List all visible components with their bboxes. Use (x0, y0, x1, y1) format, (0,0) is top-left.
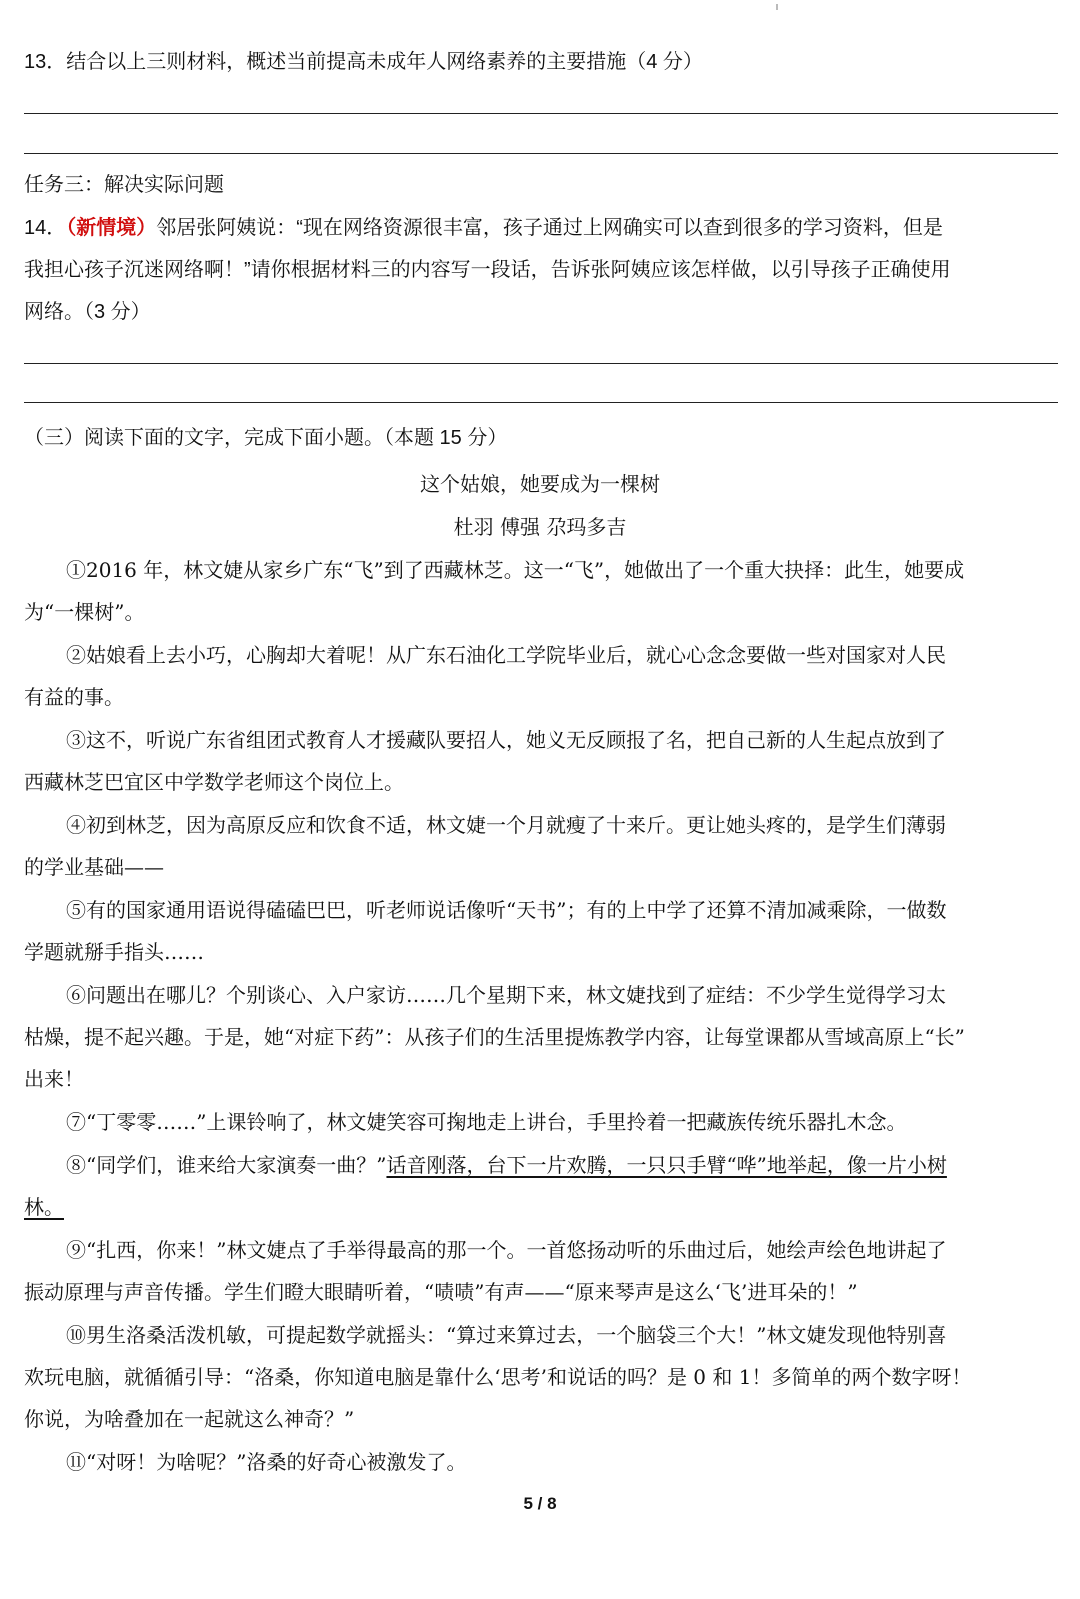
paragraph-8-underlined: 话音刚落，台下一片欢腾，一只只手臂“哗”地举起，像一片小树 (386, 1153, 947, 1177)
paragraph-1-line-2: 为“一棵树”。 (24, 600, 145, 624)
paragraph-8-plain: ⑧“同学们，谁来给大家演奏一曲？” (66, 1153, 387, 1177)
answer-line (24, 153, 1058, 154)
task-3-title: 任务三：解决实际问题 (24, 174, 224, 196)
paragraph-4-line-2: 的学业基础—— (24, 855, 164, 879)
paragraph-10-line-3: 你说，为啥叠加在一起就这么神奇？” (24, 1407, 355, 1431)
paragraph-6-line-3: 出来！ (24, 1067, 84, 1091)
paragraph-3-line-1: ③这不，听说广东省组团式教育人才援藏队要招人，她义无反顾报了名，把自己新的人生起点放到了 (66, 728, 946, 752)
scan-mark (776, 4, 778, 10)
page-number: 5 / 8 (523, 1494, 557, 1513)
paragraph-7-line-1: ⑦“丁零零……”上课铃响了，林文婕笑容可掬地走上讲台，手里拎着一把藏族传统乐器扎木念。 (66, 1110, 907, 1134)
paragraph-10-line-2: 欢玩电脑，就循循引导：“洛桑，你知道电脑是靠什么‘思考’和说话的吗？是 0 和 1！多简单的两个数字呀！ (24, 1365, 972, 1389)
paragraph-8-line-2: 林。 (24, 1195, 64, 1219)
new-scenario-tag: （新情境） (66, 217, 157, 239)
paragraph-2-line-1: ②姑娘看上去小巧，心胸却大着呢！从广东石油化工学院毕业后，就心心念念要做一些对国家对人民 (66, 643, 946, 667)
article-authors: 杜羽 傅强 尕玛多吉 (453, 515, 627, 539)
answer-line (24, 402, 1058, 403)
answer-line (24, 113, 1058, 114)
paragraph-4-line-1: ④初到林芝，因为高原反应和饮食不适，林文婕一个月就瘦了十来斤。更让她头疼的，是学生们薄弱 (66, 813, 946, 837)
paragraph-5-line-1: ⑤有的国家通用语说得磕磕巴巴，听老师说话像听“天书”；有的上中学了还算不清加减乘除，一做数 (66, 898, 947, 922)
paragraph-9-line-1: ⑨“扎西，你来！”林文婕点了手举得最高的那一个。一首悠扬动听的乐曲过后，她绘声绘色地讲起了 (66, 1238, 947, 1262)
article-title: 这个姑娘，她要成为一棵树 (420, 472, 660, 496)
question-14-line-1 (24, 214, 943, 242)
paragraph-6-line-1: ⑥问题出在哪儿？个别谈心、入户家访……几个星期下来，林文婕找到了症结：不少学生觉得学习太 (66, 983, 946, 1007)
question-text: 邻居张阿姨说：“现在网络资源很丰富，孩子通过上网确实可以查到很多的学习资料，但是 (156, 217, 943, 239)
question-13: 13．结合以上三则材料，概述当前提高未成年人网络素养的主要措施（4 分） (24, 51, 703, 73)
paragraph-11-line-1: ⑪“对呀！为啥呢？”洛桑的好奇心被激发了。 (66, 1450, 467, 1474)
section-3-header: （三）阅读下面的文字，完成下面小题。（本题 15 分） (24, 427, 508, 449)
paragraph-8-line-1 (66, 1151, 947, 1179)
question-14-line-3: 网络。（3 分） (24, 301, 151, 323)
paragraph-5-line-2: 学题就掰手指头…… (24, 940, 204, 964)
paragraph-10-line-1: ⑩男生洛桑活泼机敏，可提起数学就摇头：“算过来算过去，一个脑袋三个大！”林文婕发现他特别喜 (66, 1323, 947, 1347)
paragraph-6-line-2: 枯燥，提不起兴趣。于是，她“对症下药”：从孩子们的生活里提炼教学内容，让每堂课都从雪域高原上“长” (24, 1025, 965, 1049)
paragraph-2-line-2: 有益的事。 (24, 685, 124, 709)
paragraph-9-line-2: 振动原理与声音传播。学生们瞪大眼睛听着，“啧啧”有声——“原来琴声是这么‘飞’进耳朵的！” (24, 1280, 858, 1304)
question-14-line-2: 我担心孩子沉迷网络啊！”请你根据材料三的内容写一段话，告诉张阿姨应该怎样做，以引导孩子正确使用 (24, 259, 951, 281)
answer-line (24, 363, 1058, 364)
question-number: 14． (24, 217, 67, 239)
paragraph-3-line-2: 西藏林芝巴宜区中学数学老师这个岗位上。 (24, 770, 404, 794)
paragraph-1-line-1: ①2016 年，林文婕从家乡广东“飞”到了西藏林芝。这一“飞”，她做出了一个重大抉择：此生，她要成 (66, 558, 965, 582)
